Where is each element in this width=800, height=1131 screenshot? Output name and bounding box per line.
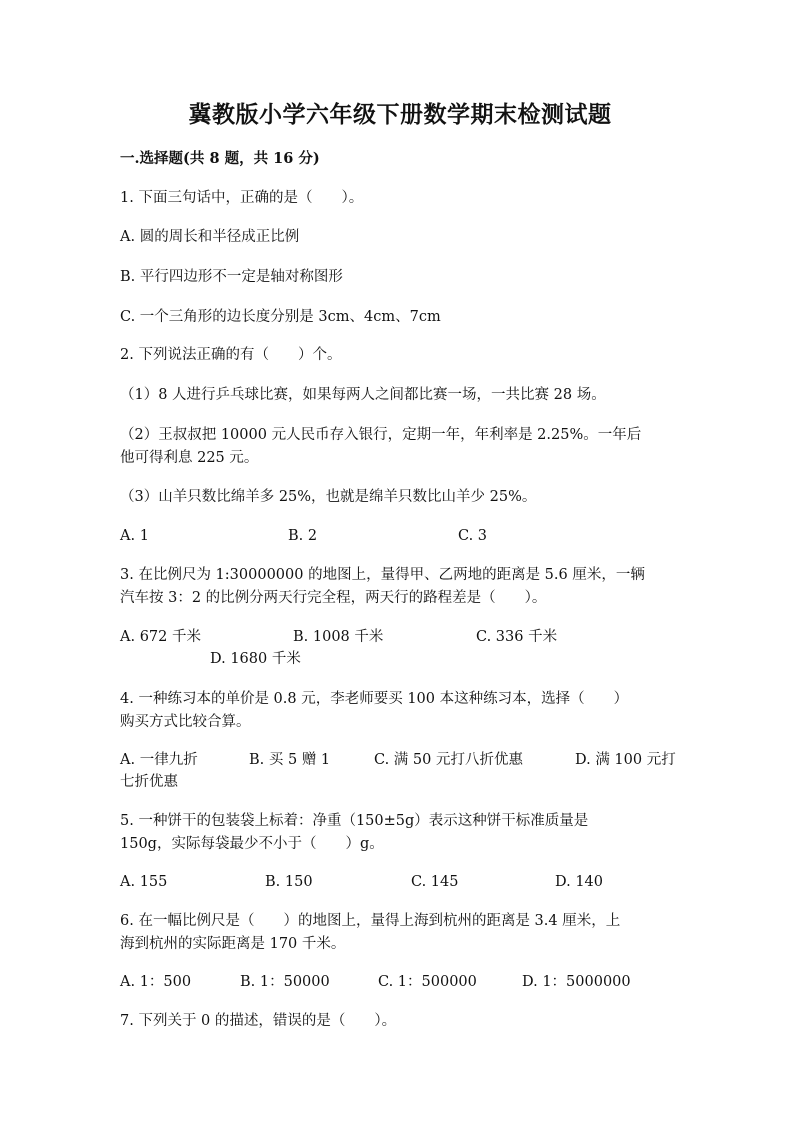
question-4-stem-line-2: 购买方式比较合算。	[120, 714, 251, 730]
question-3-option-a: A. 672 千米	[120, 629, 201, 645]
question-2-option-b: B. 2	[288, 528, 318, 544]
question-7-stem: 7. 下列关于 0 的描述，错误的是（ ）。	[120, 1013, 397, 1029]
question-3-option-b: B. 1008 千米	[293, 629, 384, 645]
question-1-stem: 1. 下面三句话中，正确的是（ ）。	[120, 190, 364, 206]
question-3-stem-line-1: 3. 在比例尺为 1:30000000 的地图上，量得甲、乙两地的距离是 5.6 厘米，一辆	[120, 567, 645, 583]
question-4-option-c: C. 满 50 元打八折优惠	[374, 752, 523, 768]
question-2-option-c: C. 3	[458, 528, 488, 544]
question-3-option-c: C. 336 千米	[476, 629, 558, 645]
question-1-option-c: C. 一个三角形的边长度分别是 3cm、4cm、7cm	[120, 309, 441, 325]
question-2-statement-1: （1）8 人进行乒乓球比赛，如果每两人之间都比赛一场，一共比赛 28 场。	[120, 387, 606, 403]
question-5-option-a: A. 155	[120, 874, 168, 890]
question-2-option-a: A. 1	[120, 528, 149, 544]
question-5-option-c: C. 145	[411, 874, 459, 890]
question-4-stem-line-1: 4. 一种练习本的单价是 0.8 元，李老师要买 100 本这种练习本，选择（ ）	[120, 691, 629, 707]
question-3-option-d: D. 1680 千米	[210, 651, 301, 667]
question-2-stem: 2. 下列说法正确的有（ ）个。	[120, 347, 342, 363]
question-4-option-b: B. 买 5 赠 1	[249, 752, 331, 768]
question-5-stem-line-1: 5. 一种饼干的包装袋上标着：净重（150±5g）表示这种饼干标准质量是	[120, 813, 589, 829]
question-6-option-a: A. 1：500	[120, 974, 192, 990]
question-1-option-a: A. 圆的周长和半径成正比例	[120, 229, 300, 245]
question-6-stem-line-1: 6. 在一幅比例尺是（ ）的地图上，量得上海到杭州的距离是 3.4 厘米，上	[120, 913, 621, 929]
question-1-option-b: B. 平行四边形不一定是轴对称图形	[120, 269, 343, 285]
question-5-stem-line-2: 150g，实际每袋最少不小于（ ）g。	[120, 836, 384, 852]
question-2-statement-3: （3）山羊只数比绵羊多 25%，也就是绵羊只数比山羊少 25%。	[120, 489, 537, 505]
question-5-option-b: B. 150	[265, 874, 313, 890]
question-6-option-c: C. 1：500000	[378, 974, 477, 990]
question-6-option-b: B. 1：50000	[240, 974, 330, 990]
question-3-stem-line-2: 汽车按 3：2 的比例分两天行完全程，两天行的路程差是（ ）。	[120, 590, 547, 606]
question-4-option-d: D. 满 100 元打	[575, 752, 676, 768]
question-4-option-a: A. 一律九折	[120, 752, 198, 768]
section-heading: 一.选择题(共 8 题，共 16 分)	[120, 150, 320, 167]
question-2-statement-2-line-2: 他可得利息 225 元。	[120, 450, 259, 466]
question-2-statement-2-line-1: （2）王叔叔把 10000 元人民币存入银行，定期一年，年利率是 2.25%。一年后	[120, 427, 642, 443]
question-4-option-d-continued: 七折优惠	[120, 774, 178, 790]
page-title: 冀教版小学六年级下册数学期末检测试题	[188, 101, 612, 128]
question-5-option-d: D. 140	[555, 874, 604, 890]
question-6-stem-line-2: 海到杭州的实际距离是 170 千米。	[120, 936, 346, 952]
question-6-option-d: D. 1：5000000	[522, 974, 631, 990]
